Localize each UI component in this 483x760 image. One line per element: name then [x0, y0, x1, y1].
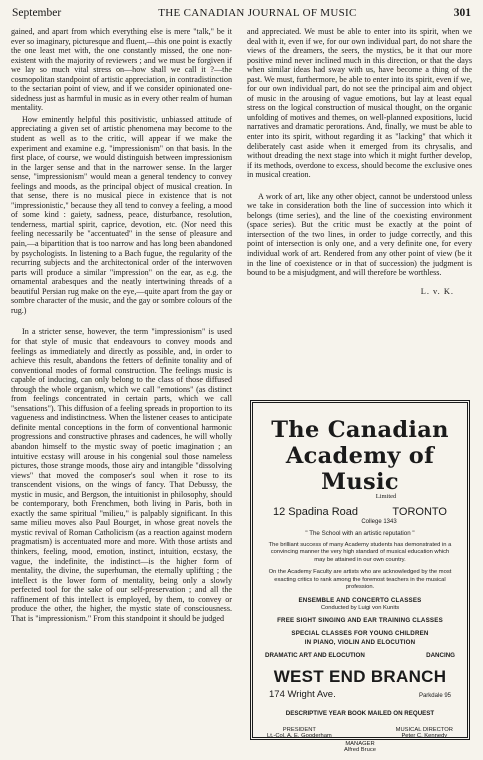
left-column [11, 27, 232, 623]
manager-title: MANAGER [345, 741, 375, 748]
paragraph: gained, and apart from which everything else is mere "talk," be it ever so imaginary, picturesque and fluent,—this one point is exactly the one least met with, the one constantly missed, the one non-existent with the majority of reviewers ; and we must be forgiven if we lay so much vital stress on—how shall we call it ?—the cosmopolitan standpoint of artistic appreciation, in contradistinction to the sectarian point of view, and if we consider opinionated one-sidedness just as harmful in music as in every other realm of human mentality. [11, 27, 232, 113]
president-block [267, 727, 332, 739]
issue-month: September [12, 7, 62, 19]
paragraph: and appreciated. We must be able to enter into its spirit, when we deal with it, even if we, for our own individual part, do not share the views of the dreamers, the seers, the mystics, be it that our more positive mind never inclined much in this direction, or that the days when similar ideas had sway with us, have become a thing of the past. We must, furthermore, be able to enter into its spirit, even if we, for our own individual part, do not see the principal aim and object of music in the arousing of vague emotions, but lay at least equal stress on the logical construction of musical thought, on the organic unfolding of motives and themes, on well-planned expositions, lucid narratives and dramatic perorations. And, finally, we must be able to enter into its spirit, without regarding it as "lacking" that which it deliberately cast aside when it emerged from its chrysalis, and without dreading the next stage into which it might further develop, if its methods, overdone to excess, should become the exclusive ones in musical creation. [247, 27, 472, 180]
branch-phone: Parkdale 95 [418, 693, 451, 700]
city: TORONTO [392, 506, 447, 518]
journal-title: THE CANADIAN JOURNAL OF MUSIC [158, 7, 357, 19]
academy-address [265, 506, 455, 518]
right-column [247, 27, 472, 296]
conductor-line: Conducted by Luigi von Kunits [320, 605, 400, 612]
dramatic-art: DRAMATIC ART AND ELOCUTION [265, 652, 365, 660]
ad-body-text: The brilliant success of many Academy students has demonstrated in a convincing manner the very high standard of musical education which may be attained in our own country. [268, 542, 452, 563]
manager-name: Alfred Bruce [344, 747, 376, 754]
branch-heading: WEST END BRANCH [273, 667, 447, 687]
paragraph: In a stricter sense, however, the term "impressionism" is used for that style of music that endeavours to convey moods and feelings as immediately and directly as possible, and, in order to achieve this result, abandons the fetters of definite tonality and of conventional modes of formal construction. The feelings music is capable of inducing, can only belong to the class of those diffused through the whole organism, which we call "emotions" (as distinct from feelings concentrated in certain parts, which we call "sensations"). This diffusion of a feeling spreads in proportion to its vagueness and indistinctness. When the listener ceases to anticipate definite mental conceptions in the form of conventional harmonic progressions and constructive phrases and cadences, he will wholly abandon himself to the mystic sway of poetic imagination ; an intuitive ecstasy will arouse in his congenial soul those nameless pictures, those strange moods, those airy and intangible "dissolving views" that moved the composer's soul when it rose to its transcendent visions, on the wings of fancy. That Debussy, the mystic in music, and Bergson, the intuitionist in philosophy, should be contemporary, both Frenchmen, both living in Paris, both in exactly the same spiritual "milieu," is palpably significant. In this same milieu moves also Paul Bourget, in whose great novels the mystic revival of Roman Catholicism (as a reaction against modern pragmatism) is accentuated more and more. With those artists and thinkers, feeling, mood, emotion, instinct, intuition, ecstasy, the vague, the indefinite, the indistinct—is the higher form of mentality, the divine, the superhuman, the eternally uplifting ; the intellect is the lower form of mentality, being only a slowly perfected tool for the sake of our self-preservation ; and all the raffinement of this intellect is employed, by them, to convey or produce the other, the higher, the mystic state of consciousness. That is "impressionism." From this standpoint it should be judged [11, 327, 232, 623]
phone-number: College 1343 [361, 519, 397, 525]
president-name: Lt.-Col. A. E. Gooderham [267, 733, 332, 740]
ensemble-classes: ENSEMBLE AND CONCERTO CLASSES [298, 597, 422, 605]
children-classes: SPECIAL CLASSES FOR YOUNG CHILDREN [291, 630, 429, 638]
paragraph: A work of art, like any other object, cannot be understood unless we take in consideration both the line of succession into which it belongs (time series), and the line of the coexisting environment (space series). But the critic must be exactly at the point of intersection of the two lines, in order to judge correctly, and this point of intersection is only one, and a very definite one, for every individual work of art. Rendered from any other point of view (be it in the line of coexistence or in that of succession) the judgment is bound to be a misjudgment, and will therefore be worthless. [247, 191, 472, 278]
paragraph: How eminently helpful this positivistic, unbiassed attitude of appreciating a given set of artistic phenomena may become to the student as well as to the critic, will appear if we make the experiment and examine e.g. "impressionism" on that basis. In the first place, of course, we would distinguish between impressionism in the larger sense and that in the narrower sense. In the larger sense, "impressionism" would mean a general tendency to convey feelings and moods, as the principal object of musical creation. In that sense, there is no musical piece in existence that is not "impressionistic," because they all tend to convey a feeling, a mood of some kind : gaiety, sadness, peace, disturbance, resolution, tenderness, martial spirit, caprice, devotion, etc. (Nor need this feeling necessarily be "accentuated" in the sense of pleasure and pain,—a bipartition that is too narrow and has long been abandoned by psychologists. In listening to a Bach fugue, the regularity of the recurring subjects and the architectonical order of the interwoven parts will produce a similar "impression" on the ear, as e.g. the ornamental arabesques and the neatly intertwining threads of a beautiful Persian rug make on the eye,—quite apart from the gay or sombre character of the music, and the gay or sombre colours of the rug.) [11, 114, 232, 315]
branch-address: 174 Wright Ave. [269, 689, 336, 701]
dramatic-and-dancing [265, 652, 455, 659]
director-name: Peter C. Kennedy [401, 733, 448, 740]
president-title: PRESIDENT [282, 727, 316, 734]
street-address: 12 Spadina Road [273, 506, 359, 518]
branch-address-row [265, 689, 455, 700]
academy-name-line1: The Canadian [271, 417, 449, 443]
dancing: DANCING [426, 652, 455, 660]
yearbook-notice: DESCRIPTIVE YEAR BOOK MAILED ON REQUEST [285, 710, 435, 718]
page-header [12, 7, 471, 21]
ad-body-text: On the Academy Faculty are artists who are acknowledged by the most exacting critics to rank among the foremost teachers in the musical profession. [268, 569, 452, 591]
director-block [396, 727, 453, 739]
page-number: 301 [453, 7, 471, 19]
staff-row [265, 727, 455, 739]
academy-motto: " The School with an artistic reputation " [305, 530, 415, 537]
limited-label: Limited [375, 493, 397, 500]
academy-advertisement [250, 400, 470, 754]
director-title: MUSICAL DIRECTOR [395, 727, 453, 734]
academy-name-line2: Academy of Music [285, 443, 435, 495]
instrument-classes: IN PIANO, VIOLIN AND ELOCUTION [304, 639, 416, 647]
sight-singing-classes: FREE SIGHT SINGING AND EAR TRAINING CLASSES [277, 617, 443, 625]
author-signature: L. v. K. [420, 286, 454, 296]
